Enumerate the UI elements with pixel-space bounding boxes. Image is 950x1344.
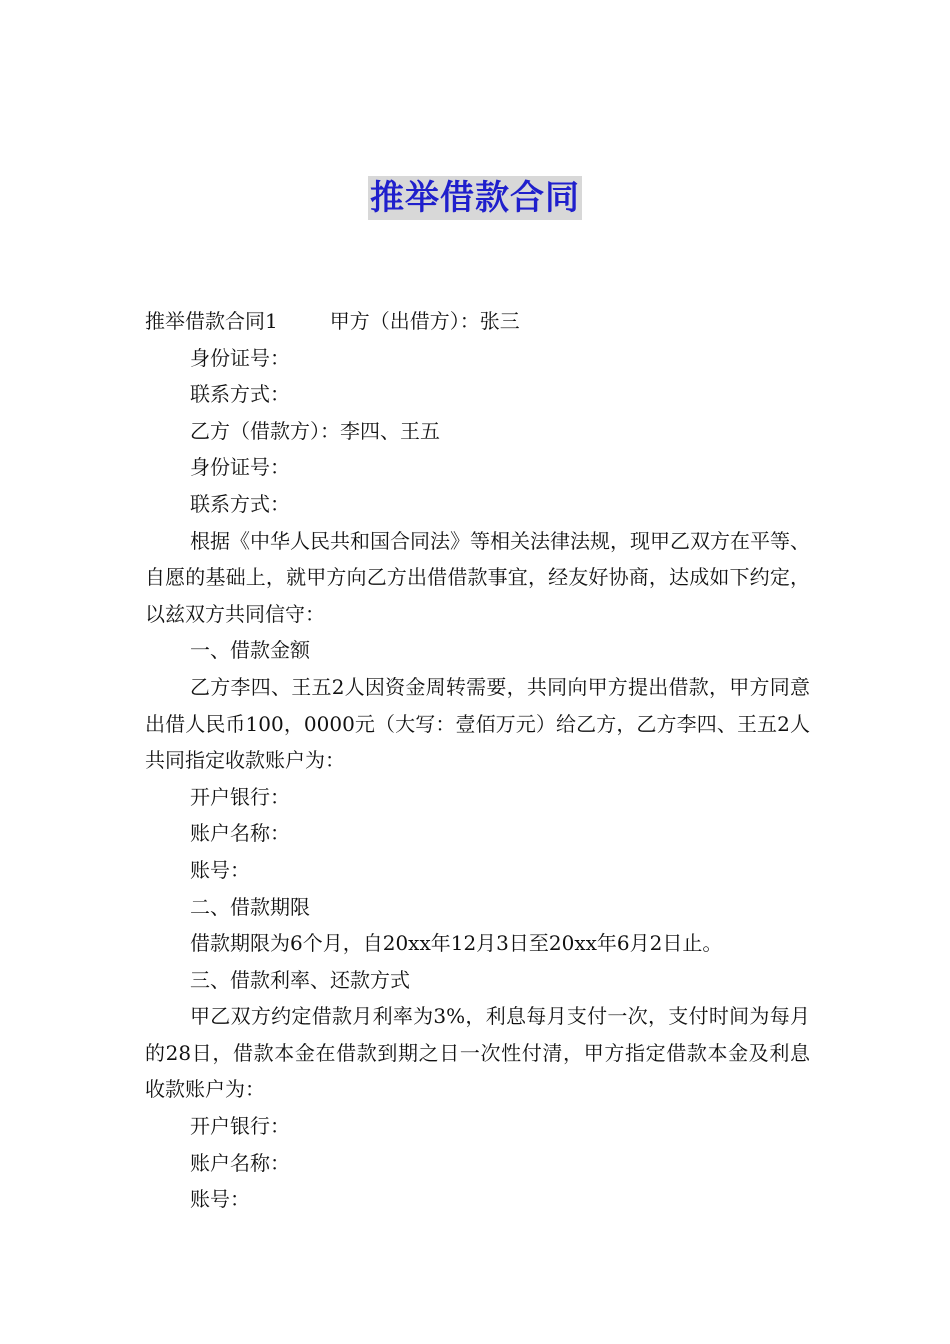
account-1-number: 账号： [190,857,250,882]
account-1-name: 账户名称： [190,821,290,846]
section-3-title: 三、借款利率、还款方式 [190,967,410,992]
party-b-line: 乙方（借款方）：李四、王五 [190,418,440,443]
party-a-contact-line: 联系方式： [190,382,290,407]
document-title: 推举借款合同 [370,178,580,218]
party-b-contact-line: 联系方式： [190,491,290,516]
account-2-number: 账号： [190,1187,250,1212]
title-container [0,176,950,220]
section-1-title: 一、借款金额 [190,638,310,663]
heading-label: 推举借款合同1 [145,309,278,333]
section-3-paragraph: 甲乙双方约定借款月利率为3%，利息每月支付一次，支付时间为每月的28日，借款本金在借款到期之日一次性付清，甲方指定借款本金及利息收款账户为： [145,1004,810,1102]
section-1-paragraph: 乙方李四、王五2人因资金周转需要，共同向甲方提出借款，甲方同意出借人民币100，0000元（大写：壹佰万元）给乙方，乙方李四、王五2人共同指定收款账户为： [145,674,810,773]
party-a-line: 甲方（出借方）：张三 [329,309,520,333]
section-2-title: 二、借款期限 [190,894,310,919]
document-body [145,303,810,1218]
heading-line [145,303,810,340]
account-2-bank: 开户银行： [190,1114,290,1139]
intro-paragraph: 根据《中华人民共和国合同法》等相关法律法规，现甲乙双方在平等、自愿的基础上，就甲方向乙方出借借款事宜，经友好协商，达成如下约定，以兹双方共同信守： [145,528,810,626]
section-2-paragraph: 借款期限为6个月，自20xx年12月3日至20xx年6月2日止。 [190,931,723,956]
party-b-id-line: 身份证号： [190,455,290,480]
account-2-name: 账户名称： [190,1150,290,1175]
party-a-id-line: 身份证号： [190,345,290,370]
account-1-bank: 开户银行： [190,784,290,809]
